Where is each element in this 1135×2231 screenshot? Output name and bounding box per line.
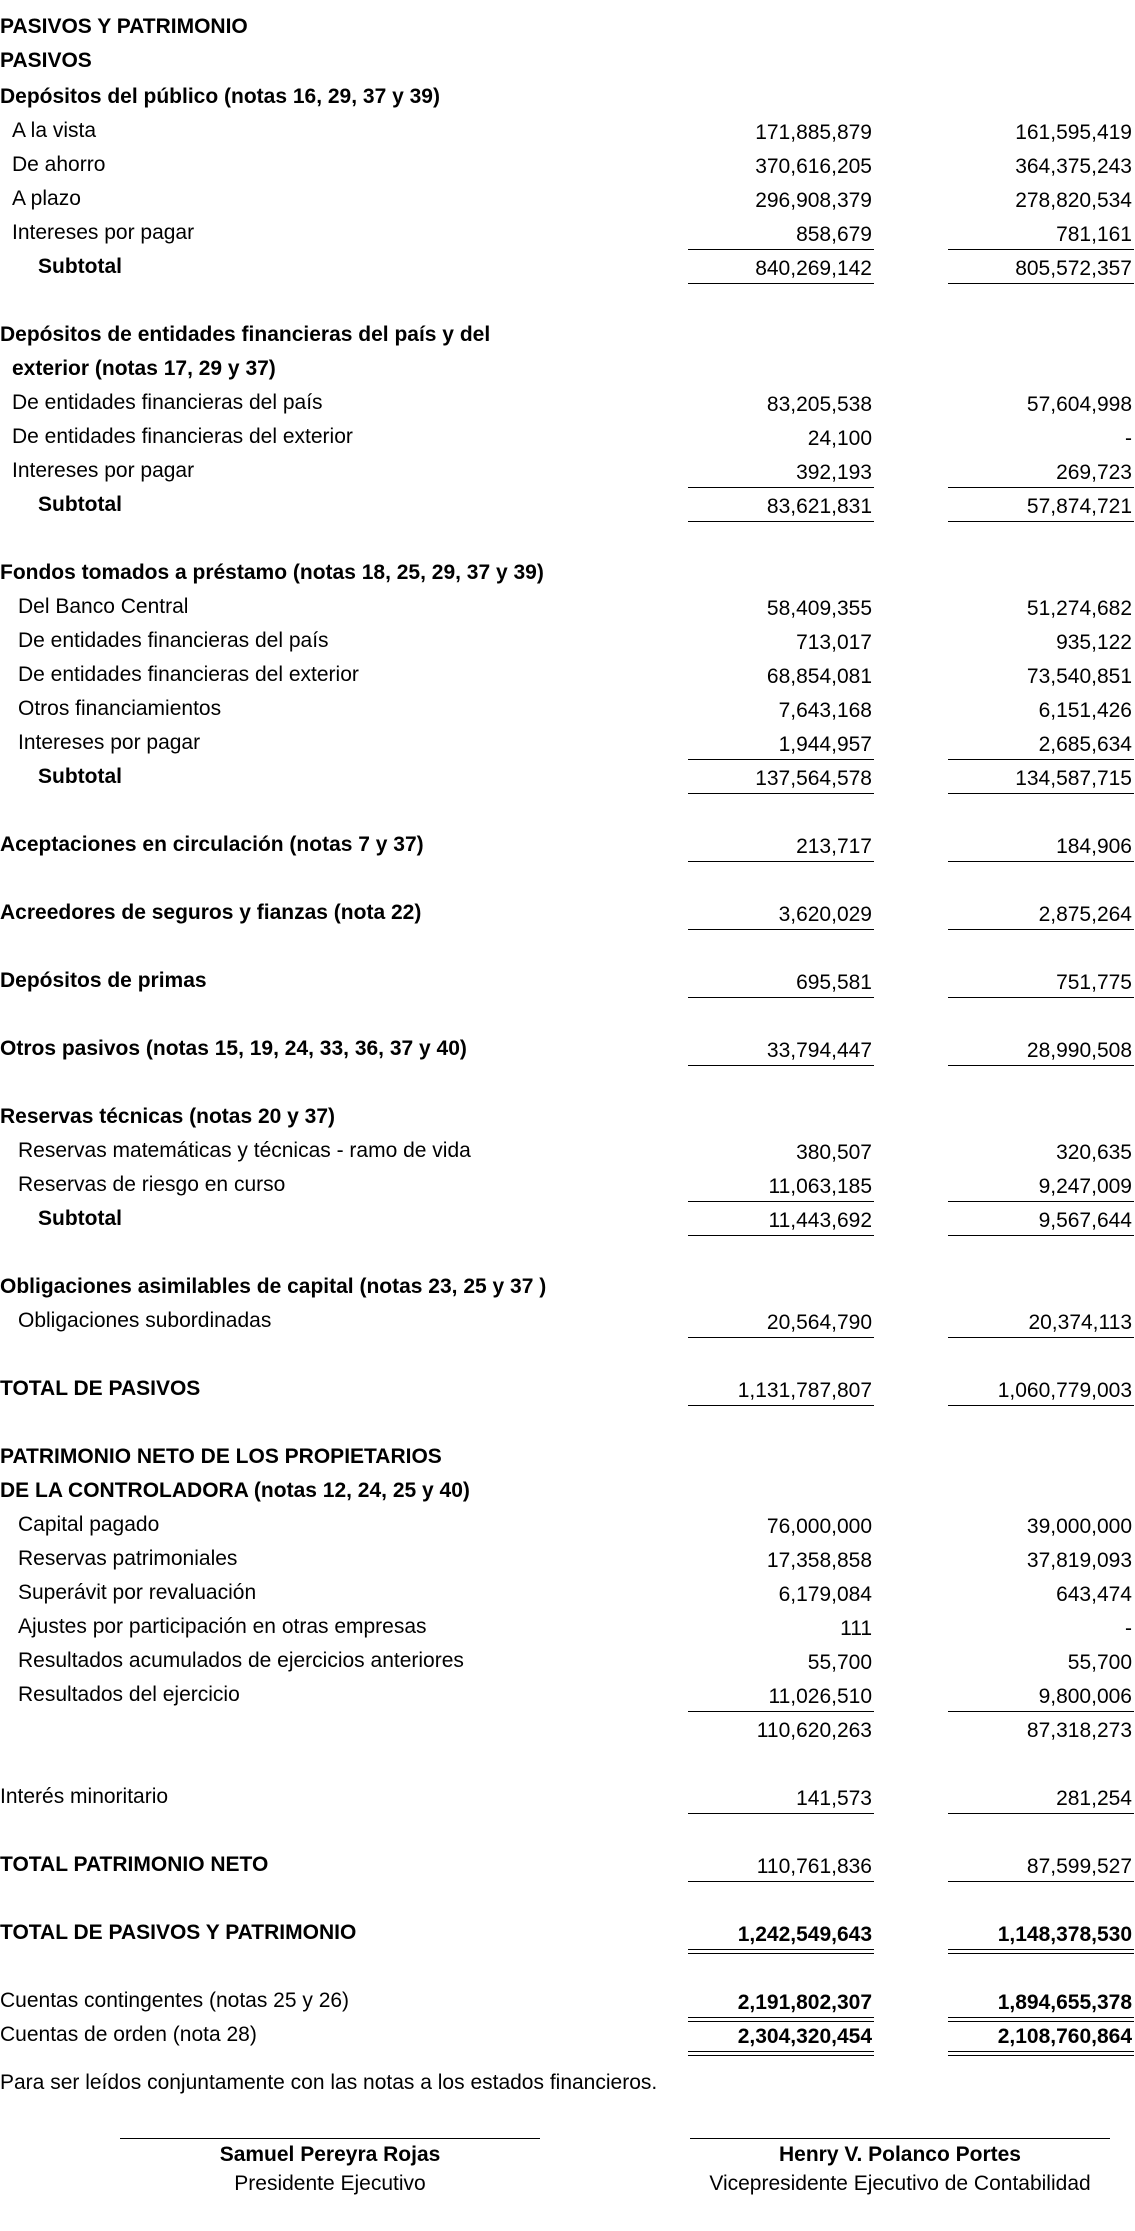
underline — [688, 1065, 874, 1066]
value-prior-year: 57,604,998 — [1026, 393, 1132, 416]
underline — [948, 1813, 1134, 1814]
value-prior-year: 281,254 — [1056, 1787, 1132, 1810]
value-prior-year: 28,990,508 — [1026, 1039, 1132, 1062]
section-title: PASIVOS Y PATRIMONIO — [0, 15, 248, 38]
value-prior-year: 87,599,527 — [1026, 1855, 1132, 1878]
statement-row — [0, 252, 1135, 286]
value-current-year: 110,620,263 — [756, 1719, 872, 1742]
value-prior-year: 9,800,006 — [1038, 1685, 1132, 1708]
value-prior-year: 320,635 — [1056, 1141, 1132, 1164]
value-current-year: 33,794,447 — [766, 1039, 872, 1062]
value-current-year: 6,179,084 — [778, 1583, 872, 1606]
value-prior-year: 278,820,534 — [1015, 189, 1132, 212]
underline — [948, 1201, 1134, 1202]
row-label: Interés minoritario — [0, 1785, 169, 1808]
statement-row — [0, 966, 1135, 1000]
statement-row — [0, 830, 1135, 864]
underline — [688, 1337, 874, 1338]
underline — [948, 1065, 1134, 1066]
underline — [688, 521, 874, 522]
value-prior-year: 2,875,264 — [1038, 903, 1132, 926]
statement-row — [0, 1170, 1135, 1204]
double-underline — [688, 2051, 874, 2056]
value-current-year: 213,717 — [796, 835, 872, 858]
value-prior-year: 2,685,634 — [1038, 733, 1132, 756]
statement-row — [0, 150, 1135, 184]
row-label: De entidades financieras del exterior — [18, 663, 359, 686]
row-label: Acreedores de seguros y fianzas (nota 22) — [0, 901, 422, 924]
statement-row — [0, 388, 1135, 422]
value-prior-year: 1,894,655,378 — [997, 1991, 1132, 2014]
row-label: Reservas patrimoniales — [18, 1547, 238, 1570]
row-label: PATRIMONIO NETO DE LOS PROPIETARIOS — [0, 1445, 442, 1468]
value-prior-year: 39,000,000 — [1026, 1515, 1132, 1538]
row-label: Subtotal — [38, 255, 122, 278]
row-label: De entidades financieras del país — [18, 629, 329, 652]
statement-row — [0, 1102, 1135, 1136]
row-label: Obligaciones asimilables de capital (notas 23, 25 y 37 ) — [0, 1275, 547, 1298]
row-label: Aceptaciones en circulación (notas 7 y 37) — [0, 833, 424, 856]
value-prior-year: 87,318,273 — [1026, 1719, 1132, 1742]
value-current-year: 370,616,205 — [755, 155, 872, 178]
row-label: Otros pasivos (notas 15, 19, 24, 33, 36, 37 y 40) — [0, 1037, 467, 1060]
statement-row — [0, 354, 1135, 388]
signatory-title: Presidente Ejecutivo — [234, 2172, 426, 2195]
row-label: Intereses por pagar — [18, 731, 201, 754]
value-current-year: 110,761,836 — [756, 1855, 872, 1878]
statement-row — [0, 1510, 1135, 1544]
value-current-year: 3,620,029 — [778, 903, 872, 926]
value-prior-year: 6,151,426 — [1038, 699, 1132, 722]
statement-row — [0, 1136, 1135, 1170]
statement-row — [0, 490, 1135, 524]
row-label: Superávit por revaluación — [18, 1581, 257, 1604]
section-subtitle: PASIVOS — [0, 49, 92, 72]
signatory-name: Henry V. Polanco Portes — [779, 2143, 1021, 2166]
underline — [948, 861, 1134, 862]
value-prior-year: - — [1125, 1617, 1132, 1640]
statement-row — [0, 1646, 1135, 1680]
value-prior-year: 805,572,357 — [1015, 257, 1132, 280]
row-label: TOTAL DE PASIVOS Y PATRIMONIO — [0, 1921, 357, 1944]
double-underline — [948, 1949, 1134, 1954]
row-label: Del Banco Central — [18, 595, 189, 618]
value-current-year: 695,581 — [796, 971, 872, 994]
value-current-year: 137,564,578 — [755, 767, 872, 790]
row-label: A plazo — [12, 187, 81, 210]
row-label: Obligaciones subordinadas — [18, 1309, 272, 1332]
statement-row — [0, 1714, 1135, 1748]
value-current-year: 296,908,379 — [755, 189, 872, 212]
statement-row — [0, 320, 1135, 354]
statement-row — [0, 422, 1135, 456]
row-label: Depósitos de primas — [0, 969, 207, 992]
statement-row — [0, 694, 1135, 728]
value-current-year: 2,191,802,307 — [737, 1991, 872, 2014]
underline — [688, 249, 874, 250]
signature-line — [120, 2138, 540, 2139]
row-label: exterior (notas 17, 29 y 37) — [12, 357, 276, 380]
statement-row — [0, 1782, 1135, 1816]
value-current-year: 17,358,858 — [766, 1549, 872, 1572]
value-prior-year: 935,122 — [1056, 631, 1132, 654]
value-current-year: 58,409,355 — [766, 597, 872, 620]
row-label: A la vista — [12, 119, 97, 142]
value-prior-year: 2,108,760,864 — [997, 2025, 1132, 2048]
value-current-year: 68,854,081 — [766, 665, 872, 688]
row-label: Cuentas de orden (nota 28) — [0, 2023, 257, 2046]
statement-row — [0, 1306, 1135, 1340]
statement-row — [0, 1272, 1135, 1306]
value-current-year: 76,000,000 — [766, 1515, 872, 1538]
underline — [688, 997, 874, 998]
value-prior-year: 20,374,113 — [1028, 1311, 1132, 1334]
statement-row — [0, 728, 1135, 762]
underline — [688, 283, 874, 284]
value-current-year: 11,443,692 — [768, 1209, 872, 1232]
statement-row — [0, 660, 1135, 694]
underline — [688, 1881, 874, 1882]
value-current-year: 7,643,168 — [778, 699, 872, 722]
statement-row — [0, 558, 1135, 592]
statement-row — [0, 1204, 1135, 1238]
value-current-year: 24,100 — [807, 427, 872, 450]
underline — [948, 759, 1134, 760]
statement-row — [0, 1476, 1135, 1510]
signatory-name: Samuel Pereyra Rojas — [219, 2143, 441, 2166]
statement-row — [0, 1578, 1135, 1612]
value-current-year: 11,063,185 — [768, 1175, 872, 1198]
value-current-year: 111 — [840, 1617, 872, 1640]
row-label: Ajustes por participación en otras empresas — [18, 1615, 427, 1638]
double-underline — [688, 1949, 874, 1954]
value-current-year: 840,269,142 — [755, 257, 872, 280]
row-label: Capital pagado — [18, 1513, 160, 1536]
row-label: De ahorro — [12, 153, 106, 176]
value-prior-year: 643,474 — [1056, 1583, 1132, 1606]
row-label: TOTAL DE PASIVOS — [0, 1377, 201, 1400]
underline — [948, 1235, 1134, 1236]
statement-row — [0, 1850, 1135, 1884]
row-label: Cuentas contingentes (notas 25 y 26) — [0, 1989, 350, 2012]
underline — [948, 1405, 1134, 1406]
underline — [948, 283, 1134, 284]
underline — [948, 487, 1134, 488]
double-underline — [948, 2051, 1134, 2056]
value-prior-year: 57,874,721 — [1026, 495, 1132, 518]
statement-row — [0, 116, 1135, 150]
value-prior-year: 1,060,779,003 — [997, 1379, 1132, 1402]
statement-row — [0, 1374, 1135, 1408]
underline — [688, 929, 874, 930]
value-prior-year: - — [1125, 427, 1132, 450]
statement-row — [0, 1442, 1135, 1476]
value-prior-year: 37,819,093 — [1026, 1549, 1132, 1572]
value-current-year: 1,131,787,807 — [737, 1379, 872, 1402]
underline — [688, 759, 874, 760]
row-label: Depósitos del público (notas 16, 29, 37 y 39) — [0, 85, 440, 108]
underline — [948, 1337, 1134, 1338]
underline — [688, 1711, 874, 1712]
underline — [948, 793, 1134, 794]
statement-row — [0, 626, 1135, 660]
value-current-year: 11,026,510 — [768, 1685, 872, 1708]
value-prior-year: 55,700 — [1067, 1651, 1132, 1674]
value-current-year: 55,700 — [807, 1651, 872, 1674]
value-current-year: 2,304,320,454 — [737, 2025, 872, 2048]
value-prior-year: 364,375,243 — [1015, 155, 1132, 178]
row-label: Subtotal — [38, 1207, 122, 1230]
value-current-year: 392,193 — [796, 461, 872, 484]
row-label: Resultados acumulados de ejercicios anteriores — [18, 1649, 464, 1672]
underline — [688, 1405, 874, 1406]
signatory-title: Vicepresidente Ejecutivo de Contabilidad — [709, 2172, 1091, 2195]
footnote: Para ser leídos conjuntamente con las notas a los estados financieros. — [0, 2071, 658, 2094]
underline — [948, 1881, 1134, 1882]
statement-row — [0, 2020, 1135, 2054]
underline — [688, 861, 874, 862]
underline — [688, 1201, 874, 1202]
value-current-year: 20,564,790 — [766, 1311, 872, 1334]
statement-row — [0, 1680, 1135, 1714]
row-label: Reservas de riesgo en curso — [18, 1173, 286, 1196]
underline — [948, 521, 1134, 522]
value-prior-year: 134,587,715 — [1015, 767, 1132, 790]
statement-row — [0, 456, 1135, 490]
row-label: Depósitos de entidades financieras del país y del — [0, 323, 491, 346]
value-prior-year: 9,247,009 — [1038, 1175, 1132, 1198]
row-label: De entidades financieras del país — [12, 391, 323, 414]
row-label: DE LA CONTROLADORA (notas 12, 24, 25 y 40) — [0, 1479, 470, 1502]
value-prior-year: 161,595,419 — [1015, 121, 1132, 144]
statement-row — [0, 184, 1135, 218]
value-current-year: 171,885,879 — [755, 121, 872, 144]
value-prior-year: 184,906 — [1056, 835, 1132, 858]
underline — [948, 1711, 1134, 1712]
row-label: Otros financiamientos — [18, 697, 222, 720]
value-prior-year: 51,274,682 — [1026, 597, 1132, 620]
row-label: De entidades financieras del exterior — [12, 425, 353, 448]
statement-row — [0, 1918, 1135, 1952]
row-label: Intereses por pagar — [12, 459, 195, 482]
value-prior-year: 781,161 — [1056, 223, 1132, 246]
underline — [688, 1235, 874, 1236]
statement-row — [0, 1986, 1135, 2020]
statement-row — [0, 1544, 1135, 1578]
underline — [948, 249, 1134, 250]
row-label: Fondos tomados a préstamo (notas 18, 25, 29, 37 y 39) — [0, 561, 544, 584]
value-prior-year: 1,148,378,530 — [997, 1923, 1132, 1946]
statement-row — [0, 592, 1135, 626]
value-current-year: 83,621,831 — [766, 495, 872, 518]
underline — [688, 793, 874, 794]
value-current-year: 83,205,538 — [766, 393, 872, 416]
statement-row — [0, 218, 1135, 252]
value-prior-year: 73,540,851 — [1026, 665, 1132, 688]
value-prior-year: 269,723 — [1056, 461, 1132, 484]
underline — [688, 487, 874, 488]
statement-row — [0, 1034, 1135, 1068]
row-label: Resultados del ejercicio — [18, 1683, 240, 1706]
value-current-year: 141,573 — [796, 1787, 872, 1810]
value-current-year: 1,944,957 — [778, 733, 872, 756]
signature-line — [690, 2138, 1110, 2139]
value-current-year: 1,242,549,643 — [737, 1923, 872, 1946]
underline — [948, 929, 1134, 930]
statement-row — [0, 82, 1135, 116]
row-label: Intereses por pagar — [12, 221, 195, 244]
row-label: Subtotal — [38, 765, 122, 788]
row-label: TOTAL PATRIMONIO NETO — [0, 1853, 269, 1876]
value-current-year: 713,017 — [796, 631, 872, 654]
underline — [948, 997, 1134, 998]
underline — [688, 1813, 874, 1814]
statement-row — [0, 898, 1135, 932]
statement-row — [0, 1612, 1135, 1646]
value-prior-year: 751,775 — [1056, 971, 1132, 994]
row-label: Reservas técnicas (notas 20 y 37) — [0, 1105, 336, 1128]
value-current-year: 858,679 — [796, 223, 872, 246]
value-prior-year: 9,567,644 — [1038, 1209, 1132, 1232]
statement-row — [0, 762, 1135, 796]
value-current-year: 380,507 — [796, 1141, 872, 1164]
row-label: Reservas matemáticas y técnicas - ramo de vida — [18, 1139, 471, 1162]
row-label: Subtotal — [38, 493, 122, 516]
